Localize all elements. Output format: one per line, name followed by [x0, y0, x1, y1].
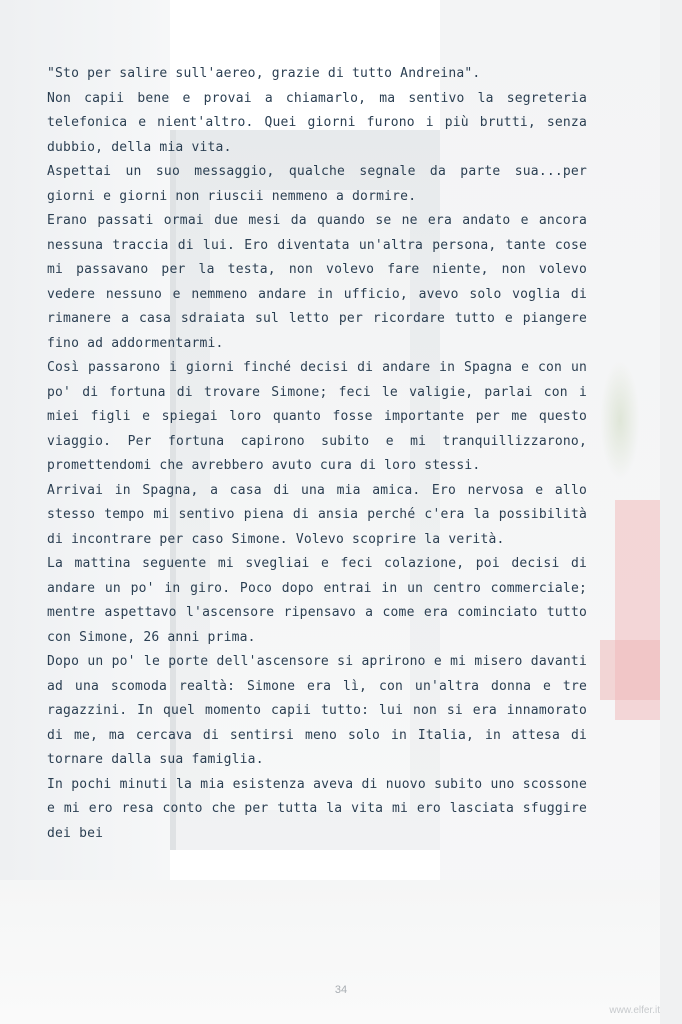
paragraph: Non capii bene e provai a chiamarlo, ma sentivo la segreteria telefonica e nient'altro. Quei giorni furono i più brutti, senza dubbio, della mia vita. — [47, 90, 587, 155]
paragraph: In pochi minuti la mia esistenza aveva di nuovo subito uno scossone e mi ero resa conto che per tutta la vita mi ero lasciata sfuggire dei bei — [47, 776, 587, 841]
paragraph: La mattina seguente mi svegliai e feci colazione, poi decisi di andare un po' in giro. Poco dopo entrai in un centro commerciale; mentre aspettavo l'ascensore ripensavo a come era cominciato tutto con Simone, 26 anni prima. — [47, 556, 587, 645]
paragraph: Arrivai in Spagna, a casa di una mia amica. Ero nervosa e allo stesso tempo mi sentivo piena di ansia perché c'era la possibilità di incontrare per caso Simone. Volevo scoprire la verità. — [47, 482, 587, 547]
paragraph: "Sto per salire sull'aereo, grazie di tutto Andreina". — [47, 66, 481, 81]
paragraph: Così passarono i giorni finché decisi di andare in Spagna e con un po' di fortuna di trovare Simone; feci le valigie, parlai con i miei figli e spiegai loro quanto fosse importante per me questo viaggio. Per fortuna capirono subito e mi tranquillizzarono, promettendomi che avrebbero avuto cura di loro stessi. — [47, 360, 587, 473]
body-text — [47, 62, 587, 846]
watermark: www.elfer.it — [609, 1005, 660, 1016]
paragraph: Aspettai un suo messaggio, qualche segnale da parte sua...per giorni e giorni non riuscii nemmeno a dormire. — [47, 164, 587, 204]
paragraph: Dopo un po' le porte dell'ascensore si aprirono e mi misero davanti ad una scomoda realtà: Simone era lì, con un'altra donna e tre ragazzini. In quel momento capii tutto: lui non si era innamorato di me, ma cercava di sentirsi meno solo in Italia, in attesa di tornare dalla sua famiglia. — [47, 654, 587, 767]
paragraph: Erano passati ormai due mesi da quando se ne era andato e ancora nessuna traccia di lui. Ero diventata un'altra persona, tante cose mi passavano per la testa, non volevo fare niente, non volevo vedere nessuno e nemmeno andare in ufficio, avevo solo voglia di rimanere a casa sdraiata sul letto per ricordare tutto e piangere fino ad addormentarmi. — [47, 213, 587, 351]
page-number: 34 — [334, 984, 348, 996]
